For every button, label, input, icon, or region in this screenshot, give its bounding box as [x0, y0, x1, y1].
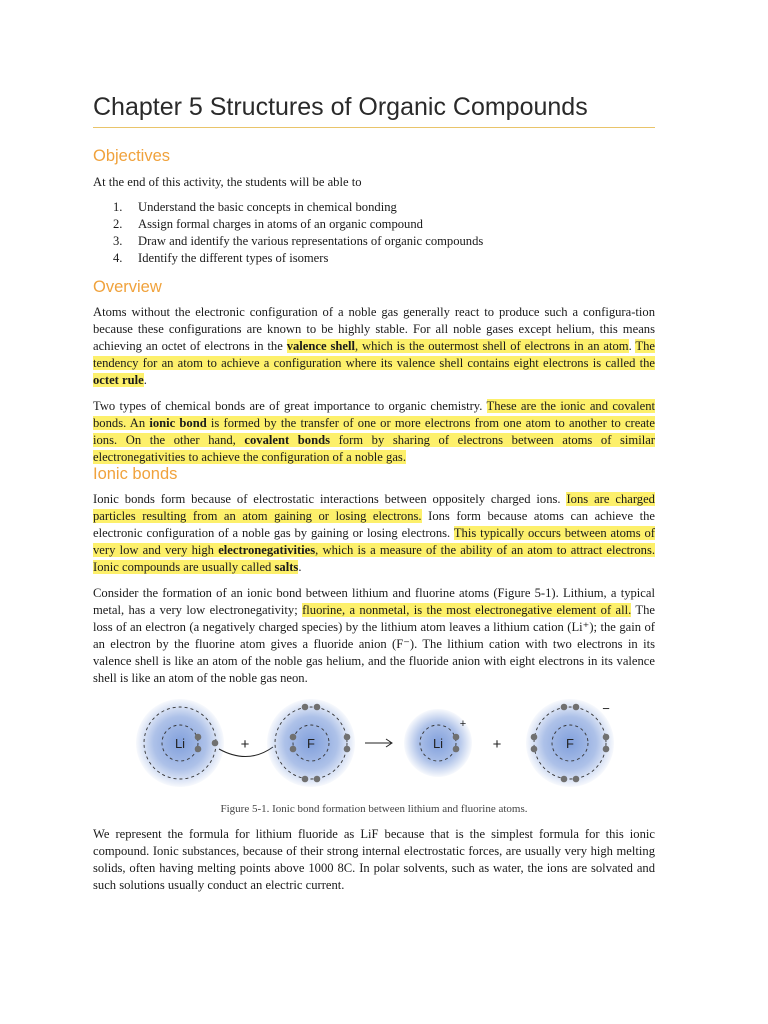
objectives-intro: At the end of this activity, the students will be able to — [93, 175, 362, 189]
ionic-paragraph-2 — [93, 585, 655, 687]
text-run: Two types of chemical bonds are of great importance to organic chemistry. — [93, 399, 487, 413]
objectives-heading: Objectives — [93, 147, 171, 165]
overview-heading: Overview — [93, 278, 162, 296]
objective-item: 3. Draw and identify the various representations of organic compounds — [113, 234, 484, 248]
text-run: We represent the formula for lithium fluoride as LiF because that is the simplest formula for this ionic compound. Ionic substances, because of their strong internal electrostatic forces, are usually very high melting solids, often having melting points above 1000 8C. In polar solvents, such as water, the ions are solvated and such solutions usually conduct an electric current. — [93, 827, 655, 892]
text-run: . — [298, 560, 302, 574]
text-run: fluorine, a nonmetal, is the most electronegative element of all. — [302, 603, 632, 617]
lithium-cation — [404, 709, 472, 777]
text-run: . — [628, 339, 636, 353]
objective-item: 2. Assign formal charges in atoms of an organic compound — [113, 217, 423, 231]
fluorine-label: F — [307, 736, 315, 751]
anion-charge: − — [602, 701, 610, 716]
text-run: , which is a measure of the ability of an atom to attract electrons. Ionic compounds are usually called — [93, 543, 656, 574]
page-title: Chapter 5 Structures of Organic Compounds — [93, 93, 655, 128]
ionic-bond-figure — [133, 697, 633, 787]
plus-sign-2: + — [492, 736, 502, 753]
text-run: , which is the outermost shell of electrons in an atom — [354, 339, 629, 353]
text-run: These are the ionic and covalent bonds. An — [93, 399, 656, 430]
overview-paragraph-1 — [93, 304, 655, 389]
fluorine-atom — [267, 699, 355, 787]
bold-term: octet rule — [93, 373, 144, 387]
objective-item: 4. Identify the different types of isomers — [113, 251, 329, 265]
lithium-label: Li — [174, 736, 186, 751]
fluoride-anion — [526, 699, 614, 787]
bold-term: ionic bond — [149, 416, 207, 430]
ionic-bonds-heading: Ionic bonds — [93, 465, 178, 483]
text-run: Ionic bonds form because of electrostatic interactions between oppositely charged ions. — [93, 492, 567, 506]
text-run: form by sharing of electrons between atoms of similar electronegativities to achieve the configuration of a noble gas. — [93, 433, 655, 464]
ionic-paragraph-1 — [93, 491, 655, 576]
lithium-cation-label: Li — [432, 736, 444, 751]
text-run: . — [143, 373, 147, 387]
bold-term: salts — [274, 560, 299, 574]
text-run: Ions form because atoms can achieve the electronic configuration of a noble gas by gaining or losing electrons. — [93, 509, 655, 540]
text-run: The tendency for an atom to achieve a configuration where its valence shell contains eight electrons is called the — [93, 339, 656, 370]
plus-sign-1: + — [240, 736, 250, 753]
bold-term: valence shell — [286, 339, 355, 353]
text-run: This typically occurs between atoms of very low and very high — [93, 526, 655, 557]
overview-paragraph-2 — [93, 398, 655, 466]
text-run: The loss of an electron (a negatively charged species) by the lithium atom leaves a lithium cation (Li⁺); the gain of an electron by the fluorine atom gives a fluoride anion (F⁻). The lithium cation with two electrons in its valence shell is like an atom of the noble gas helium, and the fluoride anion with eight electrons in its valence shell is like an atom of the noble gas neon. — [93, 603, 655, 685]
bold-term: covalent bonds — [244, 433, 330, 447]
text-run: is formed by the transfer of one or more electrons from one atom to another to create ions. On the other hand, — [93, 416, 655, 447]
lithium-atom — [136, 699, 224, 787]
objective-item: 1. Understand the basic concepts in chemical bonding — [113, 200, 397, 214]
text-run: Consider the formation of an ionic bond between lithium and fluorine atoms (Figure 5-1). Lithium, a typical metal, has a very low electronegativity; — [93, 586, 655, 617]
figure-caption: Figure 5-1. Ionic bond formation between lithium and fluorine atoms. — [220, 803, 528, 815]
objectives-list — [93, 199, 483, 267]
cation-charge: + — [459, 718, 467, 730]
text-run: Ions are charged particles resulting from an atom gaining or losing electrons. — [93, 492, 655, 523]
bold-term: electronegativities — [218, 543, 316, 557]
text-run: Atoms without the electronic configuration of a noble gas generally react to produce such a configura-tion because these configurations are known to be highly stable. For all noble gases except helium, this means achieving an octet of electrons in the — [93, 305, 655, 353]
ionic-paragraph-3 — [93, 826, 655, 894]
fluoride-label: F — [566, 736, 574, 751]
